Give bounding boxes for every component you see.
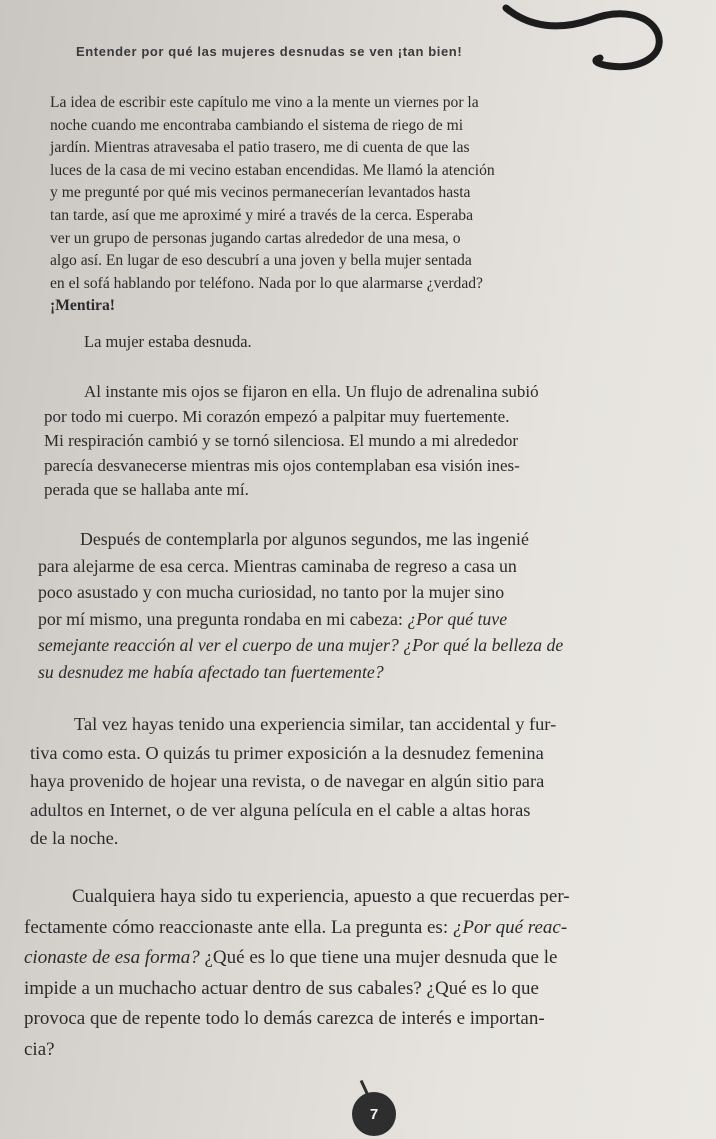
text-line: cia? — [24, 1038, 55, 1060]
text-line: provoca que de repente todo lo demás carezca de interés e importan- — [24, 1008, 545, 1029]
text-line: por todo mi cuerpo. Mi corazón empezó a palpitar muy fuertemente. — [44, 406, 510, 426]
text-span: por mí mismo, una pregunta rondaba en mi cabeza: — [38, 608, 403, 629]
text-line: de la noche. — [30, 828, 119, 848]
emphasis-line: ¡Mentira! — [50, 297, 115, 315]
text-line: Después de contemplarla por algunos segundos, me las ingenié — [80, 529, 529, 549]
italic-question: ¿Por qué tuve — [407, 608, 508, 629]
text-line — [38, 659, 563, 686]
text-line: haya provenido de hojear una revista, o de navegar en algún sitio para — [30, 771, 545, 791]
paragraph-1 — [50, 92, 495, 318]
text-line: tiva como esta. O quizás tu primer exposición a la desnudez femenina — [30, 742, 544, 763]
text-line: impide a un muchacho actuar dentro de sus cabales? ¿Qué es lo que — [24, 977, 539, 999]
text-line: perada que se hallaba ante mí. — [44, 480, 249, 499]
paragraph-4 — [38, 526, 563, 685]
text-line: luces de la casa de mi vecino estaban encendidas. Me llamó la atención — [50, 161, 495, 179]
pen-circle-mark — [500, 0, 670, 80]
italic-question: cionaste de esa forma? — [24, 947, 200, 968]
paragraph-5 — [30, 710, 556, 853]
text-line: tan tarde, así que me aproximé y miré a través de la cerca. Esperaba — [50, 206, 473, 224]
text-line: parecía desvanecerse mientras mis ojos contemplaban esa visión ines- — [44, 455, 520, 475]
text-line: La idea de escribir este capítulo me vino a la mente un viernes por la — [50, 94, 479, 111]
text-line: y me pregunté por qué mis vecinos permanecerían levantados hasta — [50, 184, 471, 202]
text-line: La mujer estaba desnuda. — [84, 332, 252, 351]
text-line: Tal vez hayas tenido una experiencia similar, tan accidental y fur- — [74, 714, 557, 734]
text-line: Mi respiración cambió y se tornó silenciosa. El mundo a mi alrededor — [44, 431, 518, 450]
paragraph-6 — [24, 882, 570, 1065]
paragraph-3 — [44, 380, 539, 503]
text-line: poco asustado y con mucha curiosidad, no tanto por la mujer sino — [38, 582, 505, 602]
text-line — [24, 913, 570, 944]
text-line: adultos en Internet, o de ver alguna película en el cable a altas horas — [30, 799, 531, 820]
text-line: ver un grupo de personas jugando cartas alrededor de una mesa, o — [50, 229, 461, 247]
text-span: ¿Qué es lo que tiene una mujer desnuda que le — [199, 947, 558, 968]
text-line: Cualquiera haya sido tu experiencia, apuesto a que recuerdas per- — [72, 886, 570, 907]
text-line: algo así. En lugar de eso descubrí a una joven y bella mujer sentada — [50, 252, 472, 270]
text-line — [24, 943, 570, 974]
text-span: fectamente cómo reaccionaste ante ella. La pregunta es: — [24, 916, 453, 938]
italic-question: ¿Por qué reac- — [452, 916, 568, 938]
page-number: 7 — [352, 1092, 396, 1136]
running-title: Entender por qué las mujeres desnudas se ven ¡tan bien! — [76, 44, 463, 59]
text-line — [38, 632, 563, 659]
text-line: jardín. Mientras atravesaba el patio trasero, me di cuenta de que las — [50, 139, 470, 157]
text-line: noche cuando me encontraba cambiando el sistema de riego de mi — [50, 116, 464, 134]
text-line: para alejarme de esa cerca. Mientras caminaba de regreso a casa un — [38, 555, 517, 576]
text-line: Al instante mis ojos se fijaron en ella. Un flujo de adrenalina subió — [84, 382, 539, 401]
paragraph-2 — [84, 330, 252, 354]
text-line: en el sofá hablando por teléfono. Nada por lo que alarmarse ¿verdad? — [50, 274, 483, 292]
italic-question: su desnudez me había afectado tan fuertemente? — [38, 661, 384, 682]
text-line — [38, 606, 563, 633]
italic-question: semejante reacción al ver el cuerpo de una mujer? ¿Por qué la belleza de — [38, 635, 564, 655]
